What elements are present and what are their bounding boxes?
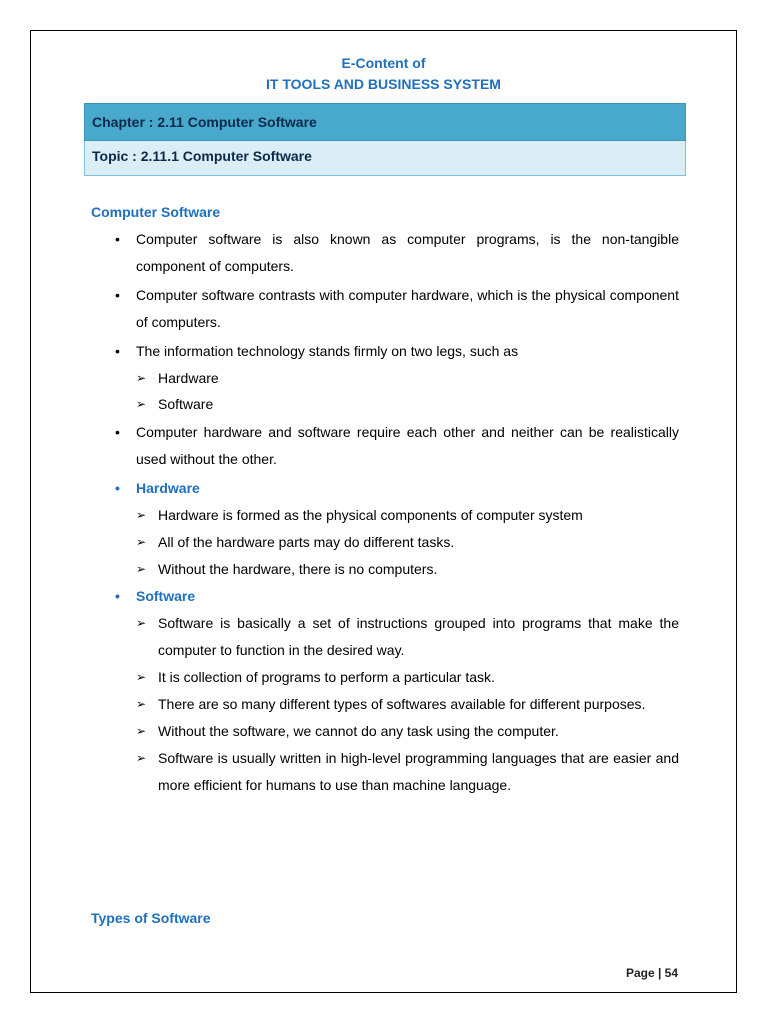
section-heading-types-of-software: Types of Software: [91, 910, 211, 926]
sub-bullet-item: ➢ Software is basically a set of instructions grouped into programs that make the computer to function in the desired way.: [158, 610, 679, 664]
sub-bullet-item: ➢ Hardware: [158, 365, 679, 391]
title-line-1: E-Content of: [341, 55, 426, 71]
sub-bullet-item: ➢ Without the software, we cannot do any task using the computer.: [158, 718, 679, 745]
bullet-item: • Computer software is also known as computer programs, is the non-tangible component of computers.: [136, 226, 679, 280]
document-title: [31, 53, 736, 95]
page-number: Page | 54: [625, 966, 678, 980]
software-heading: • Software: [136, 583, 679, 610]
sub-bullet-item: ➢ Software is usually written in high-level programming languages that are easier and more efficient for humans to use than machine language.: [158, 745, 679, 799]
title-line-2: IT TOOLS AND BUSINESS SYSTEM: [266, 76, 501, 92]
bullet-item: • Computer hardware and software require each other and neither can be realistically used without the other.: [136, 419, 679, 473]
sub-bullet-item: ➢ Software: [158, 391, 679, 417]
section-heading-computer-software: Computer Software: [91, 204, 221, 220]
sub-bullet-item: ➢ It is collection of programs to perform a particular task.: [158, 664, 679, 691]
sub-bullet-item: ➢ Hardware is formed as the physical components of computer system: [158, 502, 679, 529]
bullet-item: • Computer software contrasts with computer hardware, which is the physical component of computers.: [136, 282, 679, 336]
hardware-heading: • Hardware: [136, 475, 679, 502]
sub-bullet-item: ➢ Without the hardware, there is no computers.: [158, 556, 679, 583]
bullet-item: • The information technology stands firmly on two legs, such as: [136, 338, 679, 365]
content-body: [31, 226, 736, 799]
chapter-banner: Chapter : 2.11 Computer Software: [84, 103, 686, 141]
sub-bullet-item: ➢ All of the hardware parts may do different tasks.: [158, 529, 679, 556]
sub-bullet-item: ➢ There are so many different types of softwares available for different purposes.: [158, 691, 679, 718]
topic-banner: Topic : 2.11.1 Computer Software: [84, 141, 686, 176]
page-frame: [30, 30, 737, 993]
